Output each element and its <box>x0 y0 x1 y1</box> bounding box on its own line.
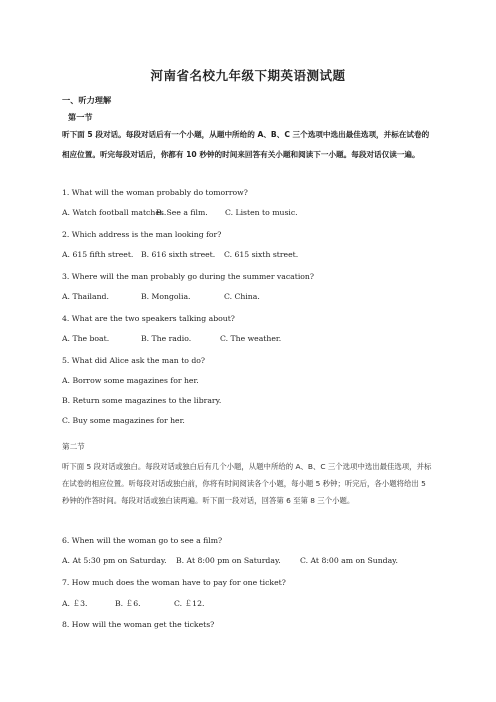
option-c: C. Buy some magazines for her. <box>62 416 185 425</box>
option-a: A. At 5:30 pm on Saturday. <box>62 556 167 565</box>
option-a: A. ￡3. <box>62 599 88 608</box>
option-b: B. Mongolia. <box>141 292 191 301</box>
option-c: C. Listen to music. <box>225 208 298 217</box>
question-1: 1. What will the woman probably do tomorrow? <box>62 188 248 197</box>
option-b: B. ￡6. <box>115 599 141 608</box>
page-title: 河南省名校九年级下期英语测试题 <box>150 68 346 83</box>
option-b: B. At 8:00 pm on Saturday. <box>176 556 281 565</box>
option-a: A. Thailand. <box>62 292 109 301</box>
options-4 <box>62 334 281 343</box>
options-7 <box>62 598 204 609</box>
part-instructions: 听下面 5 段对话或独白。每段对话或独白后有几个小题，从题中所给的 A、B、C 三个选项中选出最佳选项，并标在试卷的相应位置。听每段对话或独白前，你将有时间阅读各个小题，每小题 5 秒钟；听完后，各小题将给出 5 秒钟的作答时间。每段对话或独白读两遍。听下面一段对话，回答第 6 至第 8 三个小题。 <box>62 462 432 505</box>
option-c: C. The weather. <box>220 334 282 343</box>
option-c: C. 615 sixth street. <box>224 250 299 259</box>
question-6: 6. When will the woman go to see a film? <box>62 536 223 545</box>
option-c: C. China. <box>224 292 260 301</box>
question-5: 5. What did Alice ask the man to do? <box>62 356 206 365</box>
options-1 <box>62 208 298 217</box>
part-heading: 第一节 <box>68 112 93 122</box>
option-b: B. The radio. <box>141 334 192 343</box>
part-heading: 第二节 <box>62 442 85 451</box>
option-c: C. At 8:00 am on Sunday. <box>300 556 398 565</box>
question-8: 8. How will the woman get the tickets? <box>62 620 215 629</box>
option-a: A. The boat. <box>62 334 110 343</box>
option-a: A. Watch football matches. <box>62 208 167 217</box>
options-2 <box>62 250 298 259</box>
options-6 <box>62 556 398 565</box>
option-b: B. See a film. <box>156 208 208 217</box>
question-7: 7. How much does the woman have to pay for one ticket? <box>62 578 286 587</box>
option-c: C. ￡12. <box>174 599 205 608</box>
option-b: B. 616 sixth street. <box>141 250 216 259</box>
option-a: A. Borrow some magazines for her. <box>62 376 199 385</box>
part-instructions: 听下面 5 段对话。每段对话后有一个小题，从题中所给的 A、B、C 三个选项中选出最佳选项，并标在试卷的相应位置。听完每段对话后，你都有 10 秒钟的时间来回答有关小题和阅读下一小题。每段对话仅读一遍。 <box>62 130 430 159</box>
question-3: 3. Where will the man probably go during the summer vacation? <box>62 272 314 281</box>
section-heading: 一、听力理解 <box>62 95 112 105</box>
options-3 <box>62 292 260 301</box>
option-a: A. 615 fifth street. <box>62 250 134 259</box>
question-4: 4. What are the two speakers talking about? <box>62 314 235 323</box>
question-2: 2. Which address is the man looking for? <box>62 230 222 239</box>
option-b: B. Return some magazines to the library. <box>62 396 222 405</box>
